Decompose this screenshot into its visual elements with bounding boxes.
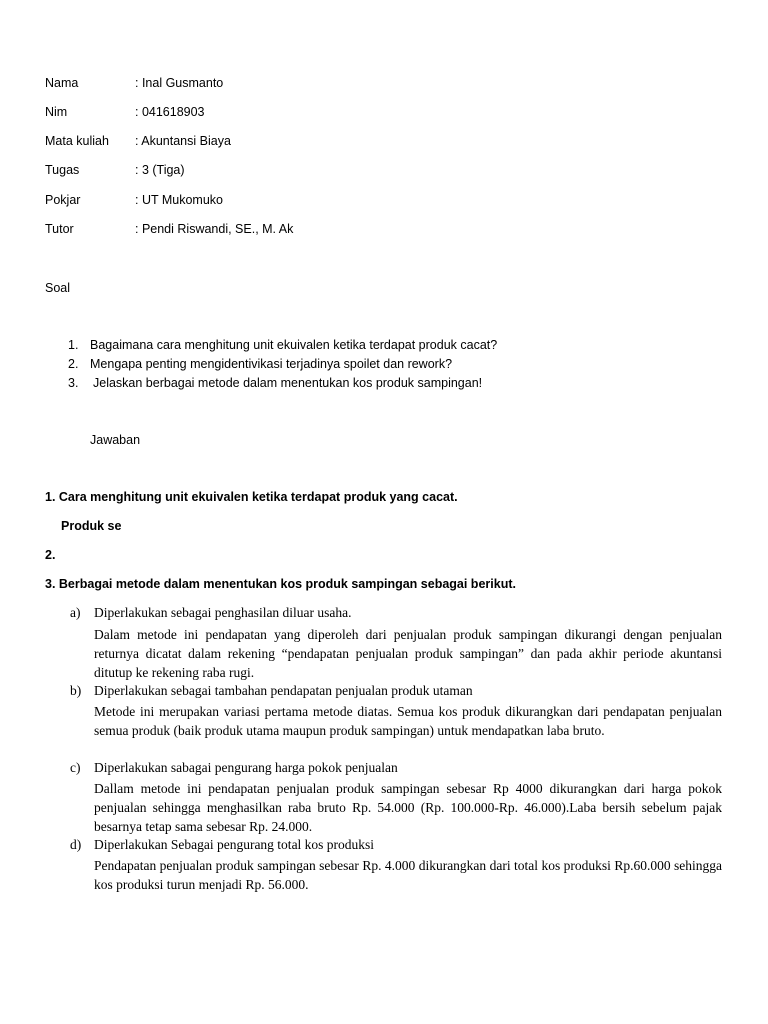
option-title-d: Diperlakukan Sebagai pengurang total kos produksi [94,837,375,852]
value-tugas: : 3 (Tiga) [135,163,185,177]
value-nim: : 041618903 [135,105,205,119]
option-body-d: Pendapatan penjualan produk sampingan sebesar Rp. 4.000 dikurangkan dari total kos produksi Rp.60.000 sehingga kos produksi turun menjadi Rp. 56.000. [94,858,722,893]
option-title-b: Diperlakukan sebagai tambahan pendapatan penjualan produk utaman [94,683,473,698]
soal-heading: Soal [45,281,71,295]
label-pokjar: Pokjar [45,193,81,207]
value-mata-kuliah: : Akuntansi Biaya [135,134,231,148]
answer-1-heading: 1. Cara menghitung unit ekuivalen ketika terdapat produk yang cacat. [45,490,458,504]
option-letter-d: d) [70,837,82,852]
option-letter-b: b) [70,683,82,698]
jawaban-heading: Jawaban [90,433,141,447]
question-text: Bagaimana cara menghitung unit ekuivalen ketika terdapat produk cacat? [90,338,498,352]
label-nim: Nim [45,105,68,119]
question-number: 2. [68,357,79,371]
value-tutor: : Pendi Riswandi, SE., M. Ak [135,222,294,236]
label-tugas: Tugas [45,163,80,177]
question-number: 1. [68,338,79,352]
answer-1-text: Produk se [61,519,122,533]
question-text: Jelaskan berbagai metode dalam menentukan kos produk sampingan! [93,376,483,390]
label-nama: Nama [45,76,79,90]
option-letter-c: c) [70,760,81,775]
label-tutor: Tutor [45,222,74,236]
option-letter-a: a) [70,605,81,620]
question-text: Mengapa penting mengidentivikasi terjadinya spoilet dan rework? [90,357,453,371]
value-nama: : Inal Gusmanto [135,76,224,90]
value-pokjar: : UT Mukomuko [135,193,223,207]
answer-2-heading: 2. [45,548,56,562]
option-title-a: Diperlakukan sebagai penghasilan diluar usaha. [94,605,352,620]
option-body-a: Dalam metode ini pendapatan yang diperoleh dari penjualan produk sampingan dikurangi dengan penjualan returnya dicatat dalam rekening “pendapatan penjualan produk sampingan” dan pada akhir periode akuntansi ditutup ke rekening raba rugi. [94,627,722,681]
answer-3-heading: 3. Berbagai metode dalam menentukan kos produk sampingan sebagai berikut. [45,577,516,591]
option-body-b: Metode ini merupakan variasi pertama metode diatas. Semua kos produk dikurangkan dari pendapatan penjualan semua produk (baik produk utama maupun produk sampingan) untuk mendapatkan laba bruto. [94,704,722,739]
question-number: 3. [68,376,79,390]
label-mata-kuliah: Mata kuliah [45,134,109,148]
option-body-c: Dallam metode ini pendapatan penjualan produk sampingan sebesar Rp 4000 dikurangkan dari harga pokok penjualan sehingga menghasilkan raba bruto Rp. 54.000 (Rp. 100.000-Rp. 46.000).Laba bersih sebelum pajak besarnya tetap sama sebesar Rp. 24.000. [94,781,722,835]
option-title-c: Diperlakukan sabagai pengurang harga pokok penjualan [94,760,398,775]
